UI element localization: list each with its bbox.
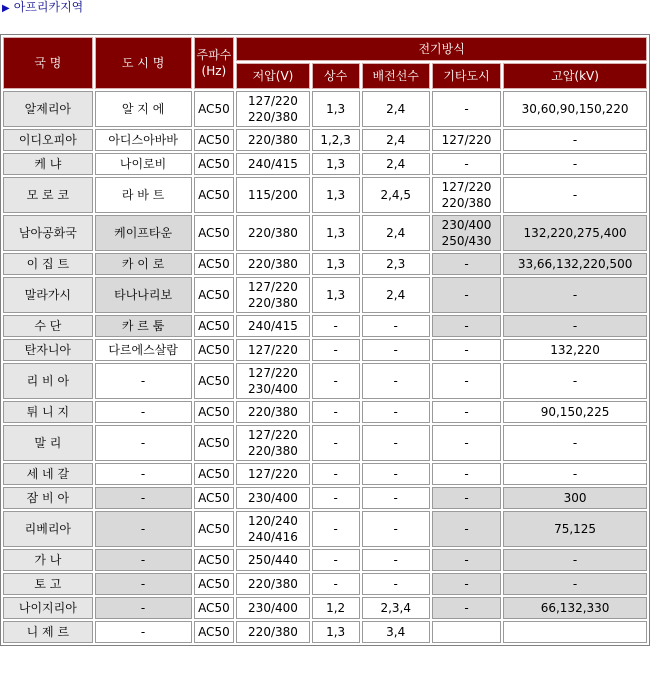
low-voltage-cell <box>236 401 309 423</box>
header-low-voltage: 저압(V) <box>236 63 309 89</box>
table-row <box>3 177 647 213</box>
frequency-cell: AC50 <box>194 129 235 151</box>
low-voltage-cell-line: 220/380 <box>248 226 298 240</box>
city-cell: 라 바 트 <box>95 177 192 213</box>
low-voltage-cell-line: 220/380 <box>248 405 298 419</box>
wires-cell: - <box>362 487 430 509</box>
other-cities-cell-line: - <box>464 467 469 481</box>
frequency-cell: AC50 <box>194 177 235 213</box>
other-cities-cell <box>432 315 501 337</box>
table-row <box>3 597 647 619</box>
frequency-cell: AC50 <box>194 339 235 361</box>
table-row <box>3 215 647 251</box>
city-cell: - <box>95 549 192 571</box>
city-cell: - <box>95 621 192 643</box>
low-voltage-cell <box>236 339 309 361</box>
frequency-cell: AC50 <box>194 463 235 485</box>
high-voltage-cell: - <box>503 573 647 595</box>
low-voltage-cell-line: 115/200 <box>248 188 298 202</box>
wires-cell: 2,4 <box>362 91 430 127</box>
frequency-cell: AC50 <box>194 253 235 275</box>
wires-cell: - <box>362 339 430 361</box>
other-cities-cell <box>432 487 501 509</box>
low-voltage-cell-line: 127/220 <box>248 280 298 294</box>
city-cell: - <box>95 573 192 595</box>
other-cities-cell <box>432 573 501 595</box>
phase-cell: 1,3 <box>312 277 360 313</box>
other-cities-cell-line: - <box>464 157 469 171</box>
city-cell: 카 르 툼 <box>95 315 192 337</box>
table-row <box>3 487 647 509</box>
high-voltage-cell: - <box>503 177 647 213</box>
low-voltage-cell <box>236 277 309 313</box>
country-cell: 탄자니아 <box>3 339 93 361</box>
other-cities-cell-line: 127/220 <box>441 133 492 147</box>
other-cities-cell-line: - <box>464 343 469 357</box>
city-cell: 다르에스살람 <box>95 339 192 361</box>
city-cell: 알 지 에 <box>95 91 192 127</box>
wires-cell: - <box>362 463 430 485</box>
low-voltage-cell <box>236 91 309 127</box>
table-row <box>3 549 647 571</box>
frequency-cell: AC50 <box>194 363 235 399</box>
other-cities-cell <box>432 363 501 399</box>
low-voltage-cell-line: 220/380 <box>248 296 298 310</box>
wires-cell: - <box>362 573 430 595</box>
low-voltage-cell <box>236 315 309 337</box>
country-cell: 남아공화국 <box>3 215 93 251</box>
table-row <box>3 621 647 643</box>
city-cell: - <box>95 463 192 485</box>
phase-cell: 1,2,3 <box>312 129 360 151</box>
other-cities-cell <box>432 215 501 251</box>
low-voltage-cell <box>236 621 309 643</box>
frequency-cell: AC50 <box>194 153 235 175</box>
header-frequency <box>194 37 235 89</box>
country-cell: 세 네 갈 <box>3 463 93 485</box>
low-voltage-cell-line: 240/416 <box>248 530 298 544</box>
phase-cell: 1,3 <box>312 621 360 643</box>
wires-cell: 3,4 <box>362 621 430 643</box>
phase-cell: 1,3 <box>312 91 360 127</box>
high-voltage-cell: - <box>503 425 647 461</box>
low-voltage-cell-line: 220/380 <box>248 625 298 639</box>
city-cell: 카 이 로 <box>95 253 192 275</box>
country-cell: 수 단 <box>3 315 93 337</box>
phase-cell: - <box>312 573 360 595</box>
country-cell: 알제리아 <box>3 91 93 127</box>
high-voltage-cell: - <box>503 153 647 175</box>
header-phase: 상수 <box>312 63 360 89</box>
table-row <box>3 129 647 151</box>
country-cell: 케 냐 <box>3 153 93 175</box>
phase-cell: 1,3 <box>312 177 360 213</box>
frequency-cell: AC50 <box>194 487 235 509</box>
low-voltage-cell <box>236 425 309 461</box>
low-voltage-cell-line: 220/380 <box>248 133 298 147</box>
city-cell: - <box>95 425 192 461</box>
city-cell: 타나나리보 <box>95 277 192 313</box>
high-voltage-cell: 66,132,330 <box>503 597 647 619</box>
wires-cell: 2,3 <box>362 253 430 275</box>
high-voltage-cell: - <box>503 129 647 151</box>
wires-cell: - <box>362 315 430 337</box>
table-row <box>3 277 647 313</box>
low-voltage-cell-line: 220/380 <box>248 444 298 458</box>
header-high-voltage: 고압(kV) <box>503 63 647 89</box>
low-voltage-cell-line: 240/415 <box>248 319 298 333</box>
other-cities-cell-line: 250/430 <box>441 234 492 248</box>
frequency-cell: AC50 <box>194 315 235 337</box>
phase-cell: - <box>312 315 360 337</box>
low-voltage-cell <box>236 153 309 175</box>
low-voltage-cell-line: 120/240 <box>248 514 298 528</box>
country-cell: 이 집 트 <box>3 253 93 275</box>
other-cities-cell-line: - <box>464 491 469 505</box>
section-title-text: 아프리카지역 <box>13 0 84 14</box>
low-voltage-cell-line: 220/380 <box>248 110 298 124</box>
header-other-cities: 기타도시 <box>432 63 501 89</box>
low-voltage-cell-line: 127/220 <box>248 467 298 481</box>
high-voltage-cell: 75,125 <box>503 511 647 547</box>
phase-cell: 1,3 <box>312 153 360 175</box>
phase-cell: - <box>312 425 360 461</box>
city-cell: - <box>95 401 192 423</box>
low-voltage-cell-line: 240/415 <box>248 157 298 171</box>
high-voltage-cell: 33,66,132,220,500 <box>503 253 647 275</box>
table-row <box>3 315 647 337</box>
other-cities-cell-line: - <box>464 405 469 419</box>
low-voltage-cell <box>236 253 309 275</box>
table-row <box>3 401 647 423</box>
other-cities-cell <box>432 153 501 175</box>
high-voltage-cell: 132,220,275,400 <box>503 215 647 251</box>
other-cities-cell-line: - <box>464 522 469 536</box>
other-cities-cell <box>432 511 501 547</box>
other-cities-cell <box>432 401 501 423</box>
country-cell: 이디오피아 <box>3 129 93 151</box>
frequency-cell: AC50 <box>194 277 235 313</box>
country-cell: 가 나 <box>3 549 93 571</box>
wires-cell: - <box>362 425 430 461</box>
high-voltage-cell: - <box>503 315 647 337</box>
other-cities-cell-line: - <box>464 577 469 591</box>
country-cell: 나이지리아 <box>3 597 93 619</box>
other-cities-cell <box>432 549 501 571</box>
phase-cell: - <box>312 339 360 361</box>
phase-cell: - <box>312 463 360 485</box>
table-row <box>3 91 647 127</box>
country-cell: 리베리아 <box>3 511 93 547</box>
other-cities-cell <box>432 621 501 643</box>
wires-cell: - <box>362 401 430 423</box>
header-frequency-unit: (Hz) <box>201 64 227 78</box>
city-cell: - <box>95 363 192 399</box>
table-row <box>3 153 647 175</box>
phase-cell: - <box>312 401 360 423</box>
low-voltage-cell <box>236 573 309 595</box>
low-voltage-cell <box>236 511 309 547</box>
wires-cell: 2,4 <box>362 277 430 313</box>
high-voltage-cell: 30,60,90,150,220 <box>503 91 647 127</box>
wires-cell: 2,4 <box>362 215 430 251</box>
city-cell: 나이로비 <box>95 153 192 175</box>
city-cell: 케이프타운 <box>95 215 192 251</box>
low-voltage-cell <box>236 363 309 399</box>
other-cities-cell-line: 230/400 <box>441 218 492 232</box>
high-voltage-cell: - <box>503 549 647 571</box>
wires-cell: - <box>362 549 430 571</box>
country-cell: 모 로 코 <box>3 177 93 213</box>
frequency-cell: AC50 <box>194 425 235 461</box>
high-voltage-cell: 132,220 <box>503 339 647 361</box>
other-cities-cell <box>432 253 501 275</box>
low-voltage-cell <box>236 129 309 151</box>
other-cities-cell <box>432 177 501 213</box>
header-country: 국 명 <box>3 37 93 89</box>
other-cities-cell <box>432 425 501 461</box>
other-cities-cell <box>432 339 501 361</box>
header-wires: 배전선수 <box>362 63 430 89</box>
wires-cell: 2,3,4 <box>362 597 430 619</box>
frequency-cell: AC50 <box>194 401 235 423</box>
frequency-cell: AC50 <box>194 549 235 571</box>
other-cities-cell <box>432 277 501 313</box>
city-cell: - <box>95 487 192 509</box>
low-voltage-cell-line: 127/220 <box>248 366 298 380</box>
phase-cell: - <box>312 511 360 547</box>
high-voltage-cell <box>503 621 647 643</box>
other-cities-cell-line: - <box>464 553 469 567</box>
low-voltage-cell <box>236 177 309 213</box>
section-title <box>2 0 83 14</box>
low-voltage-cell-line: 127/220 <box>248 94 298 108</box>
header-frequency-label: 주파수 <box>196 48 232 62</box>
phase-cell: - <box>312 549 360 571</box>
phase-cell: - <box>312 487 360 509</box>
table-row <box>3 511 647 547</box>
other-cities-cell-line: - <box>464 436 469 450</box>
other-cities-cell-line: - <box>464 319 469 333</box>
phase-cell: 1,2 <box>312 597 360 619</box>
other-cities-cell <box>432 129 501 151</box>
country-cell: 말 리 <box>3 425 93 461</box>
low-voltage-cell-line: 250/440 <box>248 553 298 567</box>
phase-cell: - <box>312 363 360 399</box>
low-voltage-cell-line: 220/380 <box>248 577 298 591</box>
low-voltage-cell <box>236 487 309 509</box>
country-cell: 잠 비 아 <box>3 487 93 509</box>
table-row <box>3 573 647 595</box>
frequency-cell: AC50 <box>194 597 235 619</box>
city-cell: - <box>95 597 192 619</box>
header-city: 도 시 명 <box>95 37 192 89</box>
wires-cell: 2,4,5 <box>362 177 430 213</box>
other-cities-cell-line: - <box>464 288 469 302</box>
country-cell: 토 고 <box>3 573 93 595</box>
low-voltage-cell-line: 127/220 <box>248 428 298 442</box>
wires-cell: - <box>362 511 430 547</box>
frequency-cell: AC50 <box>194 511 235 547</box>
table-row <box>3 363 647 399</box>
country-cell: 튀 니 지 <box>3 401 93 423</box>
country-cell: 말라가시 <box>3 277 93 313</box>
wires-cell: - <box>362 363 430 399</box>
other-cities-cell-line: 127/220 <box>441 180 492 194</box>
other-cities-cell <box>432 91 501 127</box>
high-voltage-cell: - <box>503 277 647 313</box>
low-voltage-cell-line: 230/400 <box>248 491 298 505</box>
wires-cell: 2,4 <box>362 153 430 175</box>
country-cell: 리 비 아 <box>3 363 93 399</box>
frequency-cell: AC50 <box>194 91 235 127</box>
other-cities-cell-line: - <box>464 601 469 615</box>
phase-cell: 1,3 <box>312 253 360 275</box>
phase-cell: 1,3 <box>312 215 360 251</box>
table-row <box>3 339 647 361</box>
high-voltage-cell: 300 <box>503 487 647 509</box>
frequency-cell: AC50 <box>194 573 235 595</box>
low-voltage-cell-line: 230/400 <box>248 601 298 615</box>
city-cell: 아디스아바바 <box>95 129 192 151</box>
table-row <box>3 425 647 461</box>
high-voltage-cell: - <box>503 463 647 485</box>
low-voltage-cell <box>236 463 309 485</box>
other-cities-cell <box>432 597 501 619</box>
other-cities-cell <box>432 463 501 485</box>
low-voltage-cell <box>236 549 309 571</box>
wires-cell: 2,4 <box>362 129 430 151</box>
country-cell: 니 제 르 <box>3 621 93 643</box>
low-voltage-cell-line: 127/220 <box>248 343 298 357</box>
high-voltage-cell: - <box>503 363 647 399</box>
low-voltage-cell-line: 230/400 <box>248 382 298 396</box>
high-voltage-cell: 90,150,225 <box>503 401 647 423</box>
table-row <box>3 463 647 485</box>
other-cities-cell-line: - <box>464 374 469 388</box>
low-voltage-cell-line: 220/380 <box>248 257 298 271</box>
low-voltage-cell <box>236 597 309 619</box>
frequency-cell: AC50 <box>194 215 235 251</box>
other-cities-cell-line: 220/380 <box>441 196 492 210</box>
low-voltage-cell <box>236 215 309 251</box>
triangle-right-icon: ▶ <box>2 3 10 14</box>
other-cities-cell-line: - <box>464 102 469 116</box>
frequency-cell: AC50 <box>194 621 235 643</box>
table-row <box>3 253 647 275</box>
header-system: 전기방식 <box>236 37 647 61</box>
other-cities-cell-line: - <box>464 257 469 271</box>
city-cell: - <box>95 511 192 547</box>
power-table <box>0 34 650 646</box>
